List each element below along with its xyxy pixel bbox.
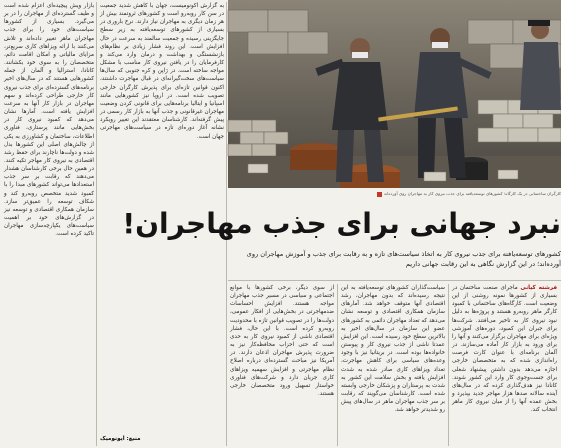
article-photo (228, 0, 561, 188)
column-divider (448, 284, 449, 446)
text-column-1-body: بازار ویش پیچیده‌ای اعزام شده است و طیف گسترده‌ای از مهاجران را در بر می‌گیرد. بسیاری از کشورها سیاست‌های خود را برای جذب مهاجران ماهر تغییر داده‌اند و تلاش می‌کنند با ارائه ویزاهای کاری سریع‌تر، مزایای مالیاتی و امکان اقامت دائم، متخصصان را به سوی خود بکشانند. کانادا، استرالیا و آلمان از جمله کشورهایی هستند که در سال‌های اخیر برنامه‌های گسترده‌ای برای جذب نیروی کار خارجی طراحی کرده‌اند و سهم مهاجران در بازار کار آنها به سرعت افزایش یافته است. آمارها نشان می‌دهد که کمبود نیروی کار در بخش‌هایی مانند پرستاری، فناوری اطلاعات، ساختمان و کشاورزی به یکی از چالش‌های اصلی این کشورها بدل شده و دولت‌ها ناچارند برای حفظ رشد اقتصادی به نیروی کار مهاجر تکیه کنند. در همین حال برخی کارشناسان هشدار می‌دهند که رقابت بر سر جذب استعدادها می‌تواند کشورهای مبدا را با کمبود شدید متخصص روبه‌رو کند و شکاف توسعه را عمیق‌تر سازد. سازمان همکاری اقتصادی و توسعه نیز در گزارش‌های خود بر اهمیت سیاست‌های یکپارچه‌سازی مهاجران تاکید کرده است. (4, 3, 94, 238)
text-column-3 (452, 284, 557, 446)
column-divider (337, 284, 338, 446)
text-column-5 (230, 284, 334, 446)
text-column-4 (341, 284, 445, 446)
article-headline: نبرد جهانی برای جذب مهاجران! (122, 207, 561, 240)
headline-divider (228, 280, 561, 281)
text-column-5-body: از سوی دیگر، برخی کشورها با موانع اجتماعی و سیاسی در مسیر جذب مهاجران مواجه هستند. افزایش احساسات ضدمهاجرتی در بخش‌هایی از افکار عمومی، دولت‌ها را در تصویب قوانین تازه با محدودیت روبه‌رو کرده است. با این حال، فشار اقتصادی ناشی از کمبود نیروی کار به حدی است که حتی احزاب محافظه‌کار نیز به ضرورت پذیرش مهاجران اذعان دارند. در آمریکا نیز مباحث گسترده‌ای درباره اصلاح نظام مهاجرتی و افزایش سهمیه ویزاهای کاری جریان دارد و شرکت‌های فناوری خواستار تسهیل ورود متخصصان خارجی هستند. (230, 285, 334, 398)
caption-text: کارگران ساختمانی در یک کارگاه؛ کشورهای توسعه‌یافته برای جذب نیروی کار به مهاجران روی آورده‌اند (383, 191, 561, 196)
text-column-4-body: سیاست‌گذاران کشورهای توسعه‌یافته به این نتیجه رسیده‌اند که بدون مهاجران، رشد اقتصادی آنها متوقف خواهد شد. آمارهای سازمان همکاری اقتصادی و توسعه نشان می‌دهد که تعداد مهاجران دائمی به کشورهای عضو این سازمان در سال‌های اخیر به بالاترین سطح خود رسیده است. این افزایش عمدتا ناشی از جذب نیروی کار و پیوستن خانواده‌ها بوده است. در بریتانیا نیز با وجود وعده‌های سیاسی برای کاهش مهاجرت، تعداد ویزاهای کاری صادر شده به شدت افزایش یافته و بخش سلامت این کشور به شدت به پرستاران و پزشکان خارجی وابسته شده است. کارشناسان می‌گویند که رقابت بر سر جذب مهاجران ماهر در سال‌های پیش رو شدیدتر خواهد شد. (341, 285, 445, 414)
caption-marker-icon (377, 192, 382, 197)
photo-caption (228, 189, 561, 198)
text-column-3-text: ماجرای صنعت ساختمان در بسیاری از کشورها نمونه روشنی از این وضعیت است. کارگاه‌های ساختمانی با کمبود کارگر ماهر روبه‌رو هستند و پروژه‌ها به دلیل نبود نیروی کار به تاخیر می‌افتند. شرکت‌ها برای جبران این کمبود، دوره‌های آموزشی ویژه‌ای برای مهاجران برگزار می‌کنند و آنها را برای ورود به بازار کار آماده می‌سازند. در آلمان برنامه‌ای با عنوان کارت فرصت راه‌اندازی شده که به متخصصان خارجی اجازه می‌دهد بدون داشتن پیشنهاد شغلی برای جست‌وجوی کار وارد این کشور شوند. کانادا نیز هدف‌گذاری کرده که در سال‌های آینده سالانه صدها هزار مهاجر جدید بپذیرد و بخش عمده آنها را از میان نیروی کار ماهر انتخاب کند. (452, 285, 557, 414)
text-column-2-body: به گزارش اکونومیست، جهان با کاهش شدید جمعیت در سن کار روبه‌رو است و کشورهای ثروتمند بیش از هر زمان دیگری به مهاجران نیاز دارند. نرخ باروری در بسیاری از کشورهای توسعه‌یافته به زیر سطح جایگزینی رسیده و جمعیت سالمند به سرعت در حال افزایش است. این روند فشار زیادی بر نظام‌های بازنشستگی و بهداشت و درمان وارد می‌کند و کارفرمایان را در یافتن نیروی کار مناسب با مشکل مواجه ساخته است. در ژاپن و کره جنوبی که سال‌ها سیاست‌های سخت‌گیرانه‌ای در قبال مهاجرت داشتند، اکنون قوانین تازه‌ای برای پذیرش کارگران خارجی تصویب شده است. در اروپا نیز کشورهایی مانند اسپانیا و ایتالیا برنامه‌هایی برای قانونی کردن وضعیت مهاجران غیرقانونی و جذب آنها به بازار کار رسمی در پیش گرفته‌اند. کارشناسان معتقدند این تغییر رویکرد نشانه آغاز دوره‌ای تازه در سیاست‌های مهاجرتی جهان است. (100, 3, 224, 140)
construction-workers-image (228, 0, 561, 188)
author-byline: فرشته کیانی (520, 285, 557, 291)
text-column-1 (4, 2, 94, 436)
column-divider (96, 2, 97, 446)
text-column-3-body (452, 284, 557, 415)
article-deck: کشورهای توسعه‌یافته برای جذب نیروی کار به اتخاذ سیاست‌های تازه و به رقابت برای جذب و آموزش مهاجران روی آورده‌اند؛ در این گزارش نگاهی به این رقابت جهانی داریم (246, 250, 561, 268)
source-credit: منبع: ایونومیک (100, 436, 141, 442)
